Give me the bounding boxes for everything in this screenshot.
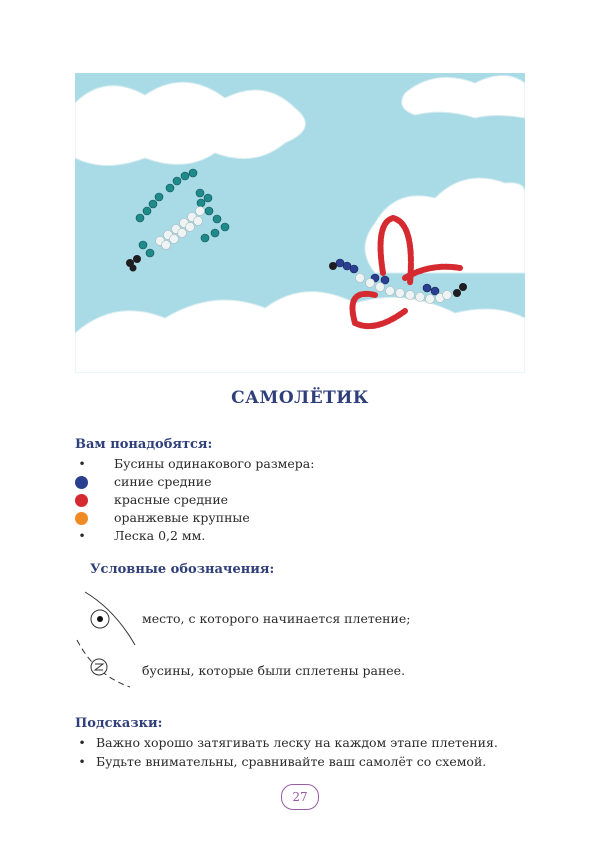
bullet-icon: • — [78, 735, 86, 750]
list-item — [75, 733, 498, 752]
list-item — [75, 752, 498, 771]
bullet-icon: • — [78, 754, 86, 769]
tips-list — [75, 733, 498, 771]
tips-heading: Подсказки: — [75, 716, 163, 731]
list-item-text: Бусины одинакового размера: — [114, 456, 315, 471]
list-item-text: Будьте внимательны, сравнивайте ваш самолёт со схемой. — [96, 754, 487, 769]
red-dot-icon — [75, 494, 88, 507]
list-item — [75, 527, 314, 545]
list-item-text: синие средние — [114, 474, 212, 489]
list-item — [75, 491, 314, 509]
materials-list — [75, 455, 314, 545]
materials-heading: Вам понадобятся: — [75, 437, 213, 452]
legend-diagram — [75, 590, 140, 690]
list-item-text: Леска 0,2 мм. — [114, 528, 206, 543]
legend-heading: Условные обозначения: — [90, 562, 275, 577]
bullet-icon: • — [78, 456, 86, 471]
page-title: САМОЛЁТИК — [231, 388, 369, 408]
list-item-text: Важно хорошо затягивать леску на каждом этапе плетения. — [96, 735, 498, 750]
list-item — [75, 455, 314, 473]
list-item-text: красные средние — [114, 492, 229, 507]
legend-item-start-text: место, с которого начинается плетение; — [142, 611, 411, 626]
list-item-text: оранжевые крупные — [114, 510, 250, 525]
list-item — [75, 473, 314, 491]
start-point-icon — [85, 592, 135, 645]
legend-item-woven-text: бусины, которые были сплетены ранее. — [142, 663, 406, 678]
page-number: 27 — [281, 784, 319, 810]
photo-beaded-airplanes — [75, 73, 525, 373]
orange-dot-icon — [75, 512, 88, 525]
blue-dot-icon — [75, 476, 88, 489]
woven-beads-icon — [77, 640, 130, 687]
bullet-icon: • — [78, 528, 86, 543]
list-item — [75, 509, 314, 527]
